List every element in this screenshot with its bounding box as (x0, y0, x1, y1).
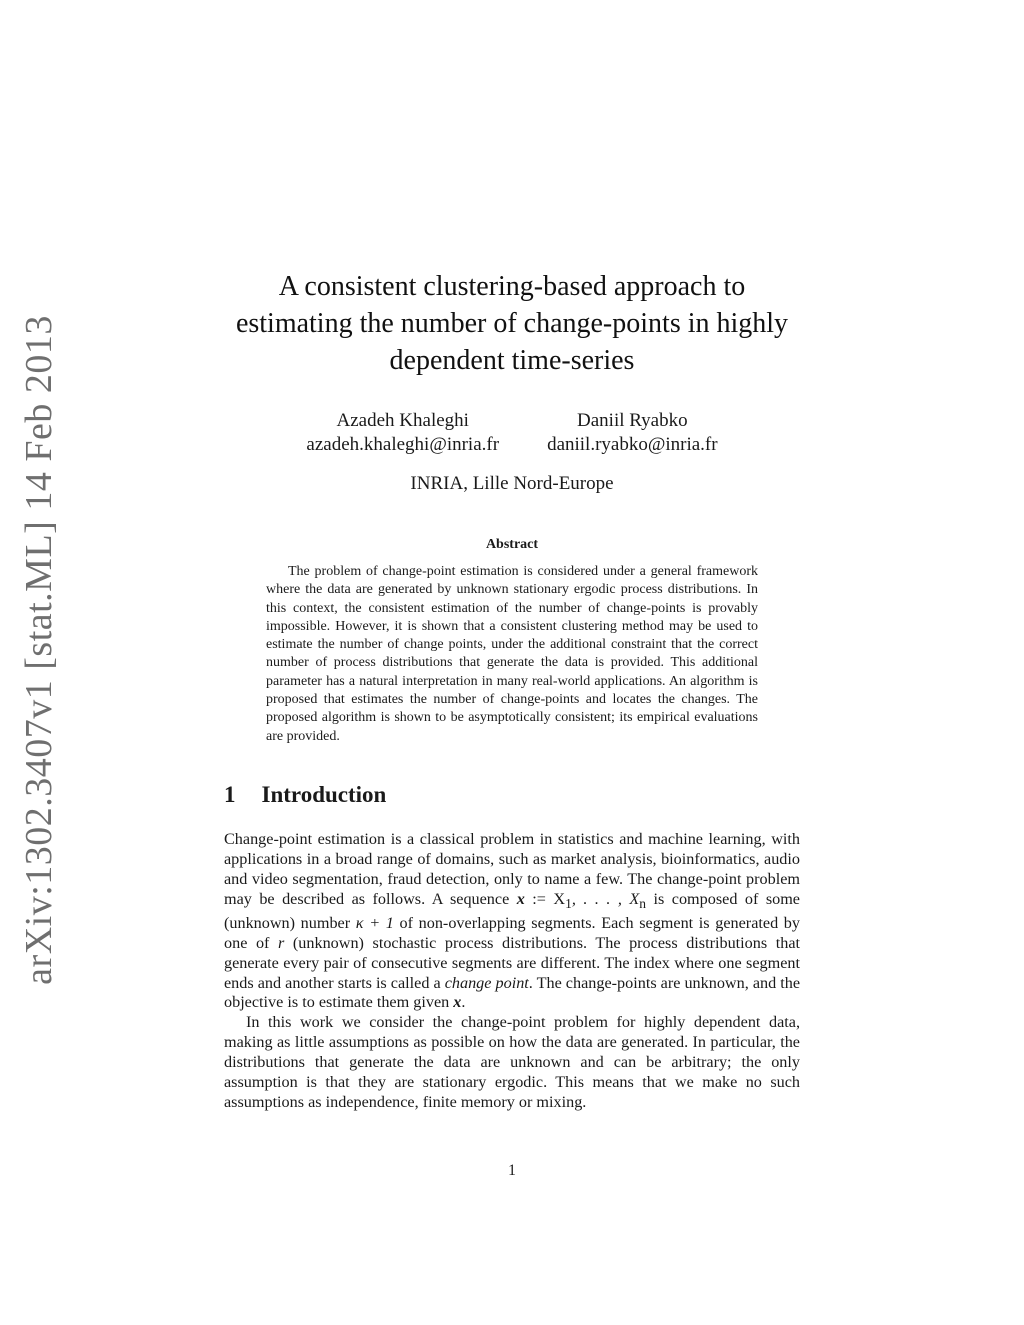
author-1 (306, 409, 499, 457)
math-x: x (516, 889, 525, 908)
section-number: 1 (224, 781, 236, 807)
author-2-email: daniil.ryabko@inria.fr (547, 434, 718, 455)
section-title: Introduction (261, 781, 387, 807)
section-heading (224, 782, 800, 808)
intro-paragraph-2: In this work we consider the change-point problem for highly dependent data, making as little assumptions as possible on how the data are generated. In particular, the distributions that generate the data are unknown and can be arbitrary; the only assumption is that they are stationary ergodic. This means that we make no such assumptions as independence, finite memory or mixing. (224, 1013, 800, 1111)
term-change-point: change point (444, 973, 529, 992)
author-2-name: Daniil Ryabko (577, 410, 688, 431)
math-r: r (278, 933, 285, 952)
title-line-3: dependent time-series (389, 345, 635, 376)
title-line-1: A consistent clustering-based approach to (278, 271, 746, 302)
abstract-text: The problem of change-point estimation is considered under a general framework where the data are generated by unknown stationary ergodic process distributions. In this context, the consistent estimation of the number of change-points is provably impossible. However, it is shown that a consistent clustering method may be used to estimate the number of change points, under the additional constraint that the correct number of process distributions that generate the data is provided. This additional parameter has a natural interpretation in many real-world applications. An algorithm is proposed that estimates the number of change-points and locates the changes. The proposed algorithm is shown to be asymptotically consistent; its empirical evaluations are provided. (266, 564, 758, 744)
paper-page (224, 268, 800, 1113)
affiliation: INRIA, Lille Nord-Europe (410, 473, 614, 494)
math-kappa: κ + 1 (355, 913, 394, 932)
author-2 (547, 409, 718, 457)
title-line-2: estimating the number of change-points in highly (235, 308, 789, 339)
page-number: 1 (508, 1162, 516, 1179)
paper-title (224, 268, 800, 379)
author-1-email: azadeh.khaleghi@inria.fr (306, 434, 500, 455)
math-x-2: x (453, 993, 462, 1012)
author-1-name: Azadeh Khaleghi (336, 410, 469, 431)
section-body (224, 830, 800, 1113)
abstract-heading: Abstract (485, 537, 539, 552)
author-block (224, 409, 800, 457)
arxiv-identifier-stamp: arXiv:1302.3407v1 [stat.ML] 14 Feb 2013 (18, 315, 60, 985)
intro-paragraph-1: Change-point estimation is a classical problem in statistics and machine learning, with applications in a broad range of domains, such as market analysis, bioinformatics, audio and video segmentation, fraud detection, only to name a few. The change-point problem may be described as follows. A sequence x := $X_1$, . . . , $X_n$ is composed of some (unknown) number κ + 1 of non-overlapping segments. Each segment is generated by one of r (unknown) stochastic process distributions. The process distributions that generate every pair of consecutive segments are different. The index where one segment ends and another starts is called a change point. The change-points are unknown, and the objective is to estimate them given x. (224, 829, 801, 1012)
